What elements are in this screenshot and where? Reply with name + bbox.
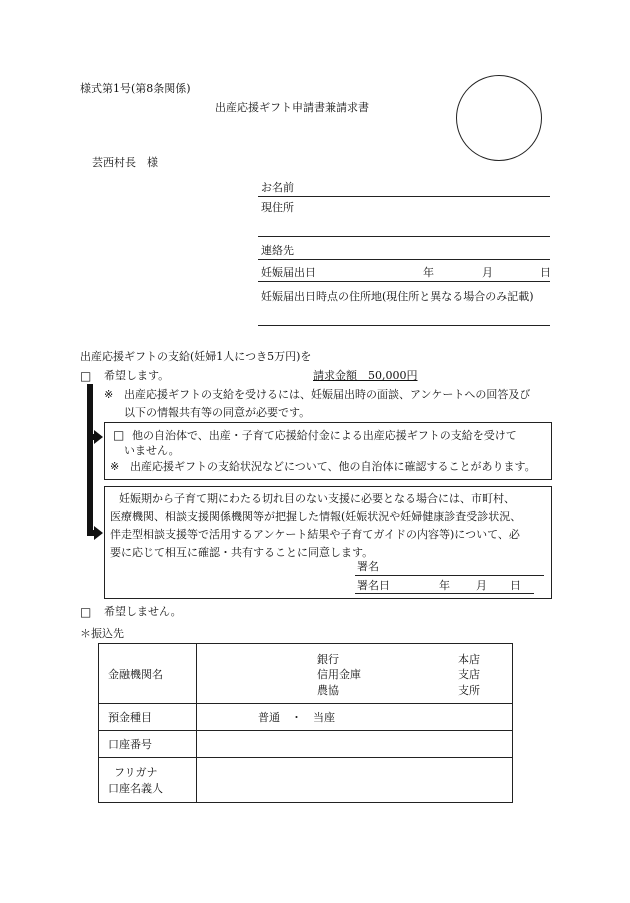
inst-type-bank: 銀行	[317, 652, 339, 666]
table-row	[99, 644, 513, 704]
sign-date-label: 署名日	[357, 579, 390, 592]
prev-address-label: 妊娠届出日時点の住所地(現住所と異なる場合のみ記載)	[261, 290, 534, 303]
account-number-field[interactable]	[197, 731, 513, 758]
consent-line-2: 医療機関、相談支援関係機関等が把握した情報(妊娠状況や妊婦健康診査受診状況、	[110, 510, 522, 523]
arrow-right-icon	[94, 430, 103, 444]
table-row	[99, 758, 513, 803]
box1-line-2: いません。	[124, 444, 180, 457]
contact-label: 連絡先	[261, 244, 294, 257]
holder-field[interactable]	[197, 758, 513, 803]
addressee: 芸西村長 様	[92, 156, 158, 169]
deposit-types: 普通 ・ 当座	[258, 711, 335, 724]
pregnancy-date-field[interactable]	[258, 281, 550, 282]
table-row	[99, 731, 513, 758]
name-label: お名前	[261, 181, 294, 194]
table-row	[99, 704, 513, 731]
holder-label: 口座名義人	[108, 782, 163, 795]
account-number-label: 口座番号	[99, 731, 197, 758]
not-want-label: 希望しません。	[104, 605, 182, 618]
not-want-checkbox[interactable]: □	[80, 605, 92, 619]
consent-line-3: 伴走型相談支援等で活用するアンケート結果や子育てガイドの内容等)について、必	[110, 528, 520, 541]
form-number: 様式第1号(第8条関係)	[80, 82, 191, 95]
holder-label-cell	[99, 758, 197, 803]
institution-label: 金融機関名	[99, 644, 197, 704]
furigana-label: フリガナ	[114, 766, 158, 779]
payment-intro: 出産応援ギフトの支給(妊婦1人につき5万円)を	[80, 350, 312, 363]
sign-date-field[interactable]	[355, 593, 534, 594]
branch-type-main: 本店	[458, 652, 480, 666]
institution-field[interactable]	[197, 644, 513, 704]
note-mark: ※	[104, 388, 114, 401]
box1-checkbox[interactable]: □	[113, 428, 125, 442]
box1-line-1: 他の自治体で、出産・子育て応援給付金による出産応援ギフトの支給を受けて	[132, 429, 517, 442]
signature-field[interactable]	[355, 575, 544, 576]
note-line-1: 出産応援ギフトの支給を受けるには、妊娠届出時の面談、アンケートへの回答及び	[124, 388, 531, 401]
inst-type-nokyo: 農協	[317, 683, 339, 697]
consent-line-1: 妊娠期から子育て期にわたる切れ目のない支援に必要となる場合には、市町村、	[119, 492, 515, 505]
note-line-2: 以下の情報共有等の同意が必要です。	[124, 406, 311, 419]
sign-year: 年	[439, 579, 450, 592]
contact-field[interactable]	[258, 259, 550, 260]
want-label: 希望します。	[104, 369, 170, 382]
bracket-line	[87, 384, 93, 536]
pregnancy-month: 月	[482, 266, 493, 279]
consent-line-4: 要に応じて相互に確認・共有することに同意します。	[110, 546, 374, 559]
prev-address-field[interactable]	[258, 325, 550, 326]
seal-circle	[456, 75, 542, 161]
sign-day: 日	[510, 579, 521, 592]
branch-type-branch: 支店	[458, 667, 480, 681]
box1-note: 出産応援ギフトの支給状況などについて、他の自治体に確認することがあります。	[130, 460, 536, 473]
transfer-heading: ＊振込先	[80, 627, 124, 640]
want-checkbox[interactable]: □	[80, 369, 92, 383]
pregnancy-year: 年	[423, 266, 434, 279]
deposit-type-label: 預金種目	[99, 704, 197, 731]
pregnancy-day: 日	[540, 266, 551, 279]
address-label: 現住所	[261, 201, 294, 214]
branch-type-office: 支所	[458, 683, 480, 697]
deposit-type-field[interactable]	[197, 704, 513, 731]
inst-type-shinkin: 信用金庫	[317, 667, 361, 681]
address-field[interactable]	[258, 236, 550, 237]
page-title: 出産応援ギフト申請書兼請求書	[215, 101, 369, 114]
request-amount: 請求金額 50,000円	[313, 369, 418, 382]
sign-month: 月	[476, 579, 487, 592]
arrow-right-icon	[94, 526, 103, 540]
bank-table	[98, 643, 513, 803]
pregnancy-date-label: 妊娠届出日	[261, 266, 316, 279]
signature-label: 署名	[357, 560, 379, 573]
name-field[interactable]	[258, 196, 550, 197]
box1-note-mark: ※	[110, 460, 120, 473]
